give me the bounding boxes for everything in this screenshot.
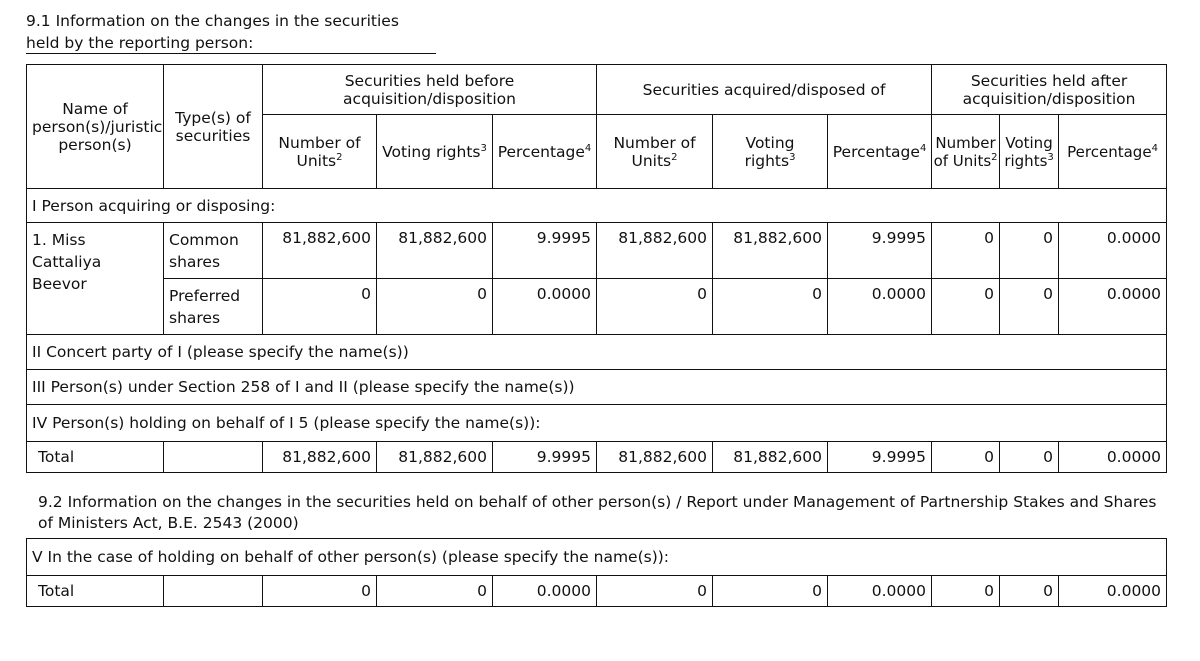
section-v-row: V In the case of holding on behalf of other person(s) (please specify the name(s)): bbox=[27, 539, 1167, 576]
total2-label: Total bbox=[27, 576, 164, 607]
header-after-voting: Voting rights$^3$ bbox=[1000, 115, 1059, 189]
total-type-empty bbox=[164, 442, 263, 473]
common-before-voting: 81,882,600 bbox=[377, 223, 493, 279]
section-iii-row: III Person(s) under Section 258 of I and II (please specify the name(s)) bbox=[27, 370, 1167, 405]
section-i-row: I Person acquiring or disposing: bbox=[27, 189, 1167, 223]
section-9-1-line1: 9.1 Information on the changes in the securities bbox=[26, 12, 399, 30]
total-acquired-units: 81,882,600 bbox=[597, 442, 713, 473]
type-common: Common shares bbox=[164, 223, 263, 279]
total-label: Total bbox=[27, 442, 164, 473]
preferred-acquired-percentage: 0.0000 bbox=[828, 279, 932, 335]
total2-after-percentage: 0.0000 bbox=[1059, 576, 1167, 607]
header-after-units: Number of Units$^2$ bbox=[932, 115, 1000, 189]
total2-acquired-percentage: 0.0000 bbox=[828, 576, 932, 607]
header-before-percentage: Percentage$^4$ bbox=[493, 115, 597, 189]
total2-before-percentage: 0.0000 bbox=[493, 576, 597, 607]
total-acquired-percentage: 9.9995 bbox=[828, 442, 932, 473]
header-before: Securities held before acquisition/disposition bbox=[263, 65, 597, 115]
header-after: Securities held after acquisition/disposition bbox=[932, 65, 1167, 115]
common-acquired-units: 81,882,600 bbox=[597, 223, 713, 279]
preferred-after-voting: 0 bbox=[1000, 279, 1059, 335]
securities-table bbox=[26, 64, 1167, 473]
total2-acquired-units: 0 bbox=[597, 576, 713, 607]
preferred-acquired-voting: 0 bbox=[713, 279, 828, 335]
total2-before-units: 0 bbox=[263, 576, 377, 607]
other-persons-table bbox=[26, 538, 1167, 607]
header-after-percentage: Percentage$^4$ bbox=[1059, 115, 1167, 189]
section-ii-row: II Concert party of I (please specify the name(s)) bbox=[27, 335, 1167, 370]
common-acquired-voting: 81,882,600 bbox=[713, 223, 828, 279]
preferred-after-percentage: 0.0000 bbox=[1059, 279, 1167, 335]
total-before-units: 81,882,600 bbox=[263, 442, 377, 473]
common-before-units: 81,882,600 bbox=[263, 223, 377, 279]
total-after-voting: 0 bbox=[1000, 442, 1059, 473]
header-acquired-units: Number of Units$^2$ bbox=[597, 115, 713, 189]
preferred-acquired-units: 0 bbox=[597, 279, 713, 335]
header-before-voting: Voting rights$^3$ bbox=[377, 115, 493, 189]
preferred-after-units: 0 bbox=[932, 279, 1000, 335]
total2-after-units: 0 bbox=[932, 576, 1000, 607]
preferred-before-voting: 0 bbox=[377, 279, 493, 335]
preferred-before-units: 0 bbox=[263, 279, 377, 335]
total-before-voting: 81,882,600 bbox=[377, 442, 493, 473]
common-after-units: 0 bbox=[932, 223, 1000, 279]
type-preferred: Preferred shares bbox=[164, 279, 263, 335]
header-type: Type(s) of securities bbox=[164, 65, 263, 189]
header-acquired-percentage: Percentage$^4$ bbox=[828, 115, 932, 189]
total2-before-voting: 0 bbox=[377, 576, 493, 607]
section-9-1-line2: held by the reporting person: bbox=[26, 34, 436, 54]
common-after-percentage: 0.0000 bbox=[1059, 223, 1167, 279]
header-acquired-voting: Voting rights$^3$ bbox=[713, 115, 828, 189]
total2-acquired-voting: 0 bbox=[713, 576, 828, 607]
common-acquired-percentage: 9.9995 bbox=[828, 223, 932, 279]
person-name: 1. Miss Cattaliya Beevor bbox=[27, 223, 164, 335]
total-before-percentage: 9.9995 bbox=[493, 442, 597, 473]
total2-after-voting: 0 bbox=[1000, 576, 1059, 607]
preferred-before-percentage: 0.0000 bbox=[493, 279, 597, 335]
section-9-1-heading bbox=[26, 10, 436, 54]
section-9-2-heading: 9.2 Information on the changes in the securities held on behalf of other person(s) / Report under Management of Partnership Stakes and Shares of Ministers Act, B.E. 2543 (2000) bbox=[38, 493, 1157, 532]
common-after-voting: 0 bbox=[1000, 223, 1059, 279]
total-after-units: 0 bbox=[932, 442, 1000, 473]
section-iv-row: IV Person(s) holding on behalf of I 5 (please specify the name(s)): bbox=[27, 405, 1167, 442]
total2-type-empty bbox=[164, 576, 263, 607]
header-before-units: Number of Units$^2$ bbox=[263, 115, 377, 189]
total-acquired-voting: 81,882,600 bbox=[713, 442, 828, 473]
header-name: Name of person(s)/juristic person(s) bbox=[27, 65, 164, 189]
header-acquired: Securities acquired/disposed of bbox=[597, 65, 932, 115]
common-before-percentage: 9.9995 bbox=[493, 223, 597, 279]
total-after-percentage: 0.0000 bbox=[1059, 442, 1167, 473]
